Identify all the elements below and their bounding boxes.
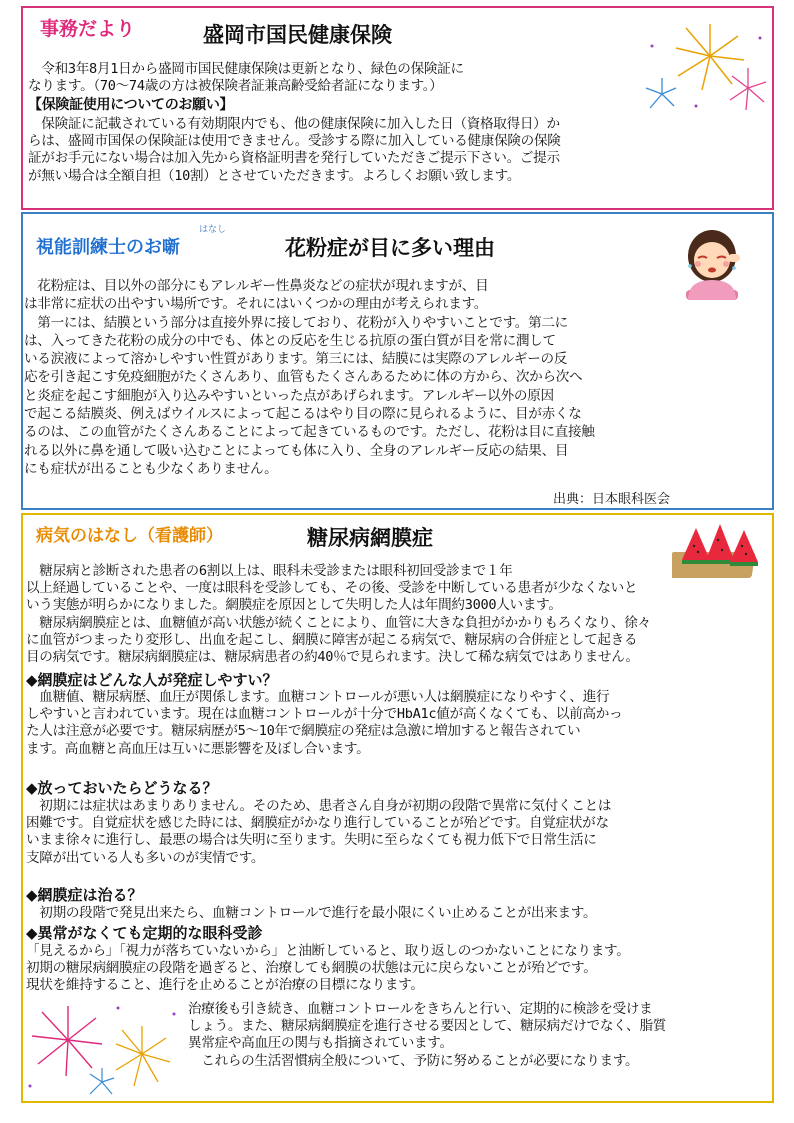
section1-subheading: 【保険証使用についてのお願い】 <box>28 97 234 113</box>
section1-title: 盛岡市国民健康保険 <box>203 23 392 47</box>
section2-source: 出典：日本眼科医会 <box>553 492 671 507</box>
section3-question-4: ◆異常がなくても定期的な眼科受診 <box>26 924 263 942</box>
watermelon-icon <box>672 518 764 582</box>
section3-title: 糖尿病網膜症 <box>307 526 433 550</box>
section3-question-2: ◆放っておいたらどうなる？ <box>26 779 218 797</box>
section1-tag: 事務だより <box>40 18 136 40</box>
section2-body: 花粉症は、目以外の部分にもアレルギー性鼻炎などの症状が現れますが、目 は非常に症状の出やすい場所です。それにはいくつかの理由が考えられます。 第一には、結膜という部分は直接外界に接しており、花粉が入りやすいことです。第二に は、入ってきた花粉の成分の中でも、体との反応を生じる抗原の蛋白質が目を常に潤して いる涙液によって溶かしやすい性質があります。第三には、結膜には実際のアレルギーの反 応を引き起こす免疫細胞がたくさんあり、血管もたくさんあるために体の方から、次から次へ と炎症を起こす細胞が入り込みやすいといった点があげられます。アレルギー以外の原因 で起こる結膜炎、例えばウイルスによって起こるはやり目の際に見られるように、目が赤くな るのは、この血管がたくさんあることによって起きているものです。ただし、花粉は目に直接触 れる以外に鼻を通して吸い込むことによっても体に入り、全身のアレルギー反応の結果、目 にも症状が出ることも少なくありません。 <box>24 278 595 477</box>
woman-itchy-eyes-icon <box>672 220 752 300</box>
section3-answer-2: 初期には症状はあまりありません。そのため、患者さん自身が初期の段階で異常に気付くことは 困難です。自覚症状を感じた時には、網膜症がかなり進行していることが殆どです。自覚症状がな いまま徐々に進行し、最悪の場合は失明に至ります。失明に至らなくても視力低下で日常生活に 支障が出ている人も多いのが実情です。 <box>26 798 612 866</box>
section2-ruby: はなし <box>199 225 227 235</box>
section3-answer-5: 治療後も引き続き、血糖コントロールをきちんと行い、定期的に検診を受けま しょう。また、糖尿病網膜症を進行させる要因として、糖尿病だけでなく、脂質 異常症や高血圧の関与も指摘されています。 これらの生活習慣病全般について、予防に努めることが必要になります。 <box>188 1001 667 1069</box>
section2-tag: 視能訓練士のお噺 <box>36 237 180 258</box>
section1-intro: 令和3年8月1日から盛岡市国民健康保険は更新となり、緑色の保険証に なります。（70～74歳の方は被保険者証兼高齢受給者証になります。） <box>28 61 464 95</box>
section3-answer-3: 初期の段階で発見出来たら、血糖コントロールで進行を最小限にくい止めることが出来ます。 <box>26 905 597 921</box>
section2-title: 花粉症が目に多い理由 <box>285 236 495 260</box>
section3-answer-4: 「見えるから」「視力が落ちていないから」と油断していると、取り返しのつかないことになります。 初期の糖尿病網膜症の段階を過ぎると、治療しても網膜の状態は元に戻らないことが殆どです。 現状を維持すること、進行を止めることが治療の目標になります。 <box>26 943 630 994</box>
section1-body: 保険証に記載されている有効期限内でも、他の健康保険に加入した日（資格取得日）か らは、盛岡市国保の保険証は使用できません。受診する際に加入している健康保険の保険 証がお手元にない場合は加入先から資格証明書を発行していただきご提示下さい。ご提示 が無い場合は全額自担（10割）とさせていただきます。よろしくお願い致します。 <box>28 116 561 184</box>
fireworks-icon <box>640 16 770 116</box>
section3-question-1: ◆網膜症はどんな人が発症しやすい？ <box>26 671 278 689</box>
section3-tag: 病気のはなし（看護師） <box>36 526 223 546</box>
section3-answer-1: 血糖値、糖尿病歴、血圧が関係します。血糖コントロールが悪い人は網膜症になりやすく、進行 しやすいと言われています。現在は血糖コントロールが十分でHbA1c値が高くなくても、以前高かっ た人は注意が必要です。糖尿病歴が5～10年で網膜症の発症は急激に増加すると報告されてい ます。高血糖と高血圧は互いに悪影響を及ぼし合います。 <box>26 689 623 757</box>
section3-intro: 糖尿病と診断された患者の6割以上は、眼科未受診または眼科初回受診まで１年 以上経過していることや、一度は眼科を受診しても、その後、受診を中断している患者が少なくないと いう実態が明らかになりました。網膜症を原因として失明した人は年間約3000人います。 糖尿病網膜症とは、血糖値が高い状態が続くことにより、血管に大きな負担がかかりもろくなり、徐々 に血管がつまったり変形し、出血を起こし、網膜に障害が起こる病気で、糖尿病の合併症として起きる 目の病気です。糖尿病網膜症は、糖尿病患者の約40％で見られます。決して稀な病気ではありません。 <box>26 563 651 666</box>
section3-question-3: ◆網膜症は治る？ <box>26 886 143 904</box>
fireworks-icon <box>22 1000 182 1096</box>
